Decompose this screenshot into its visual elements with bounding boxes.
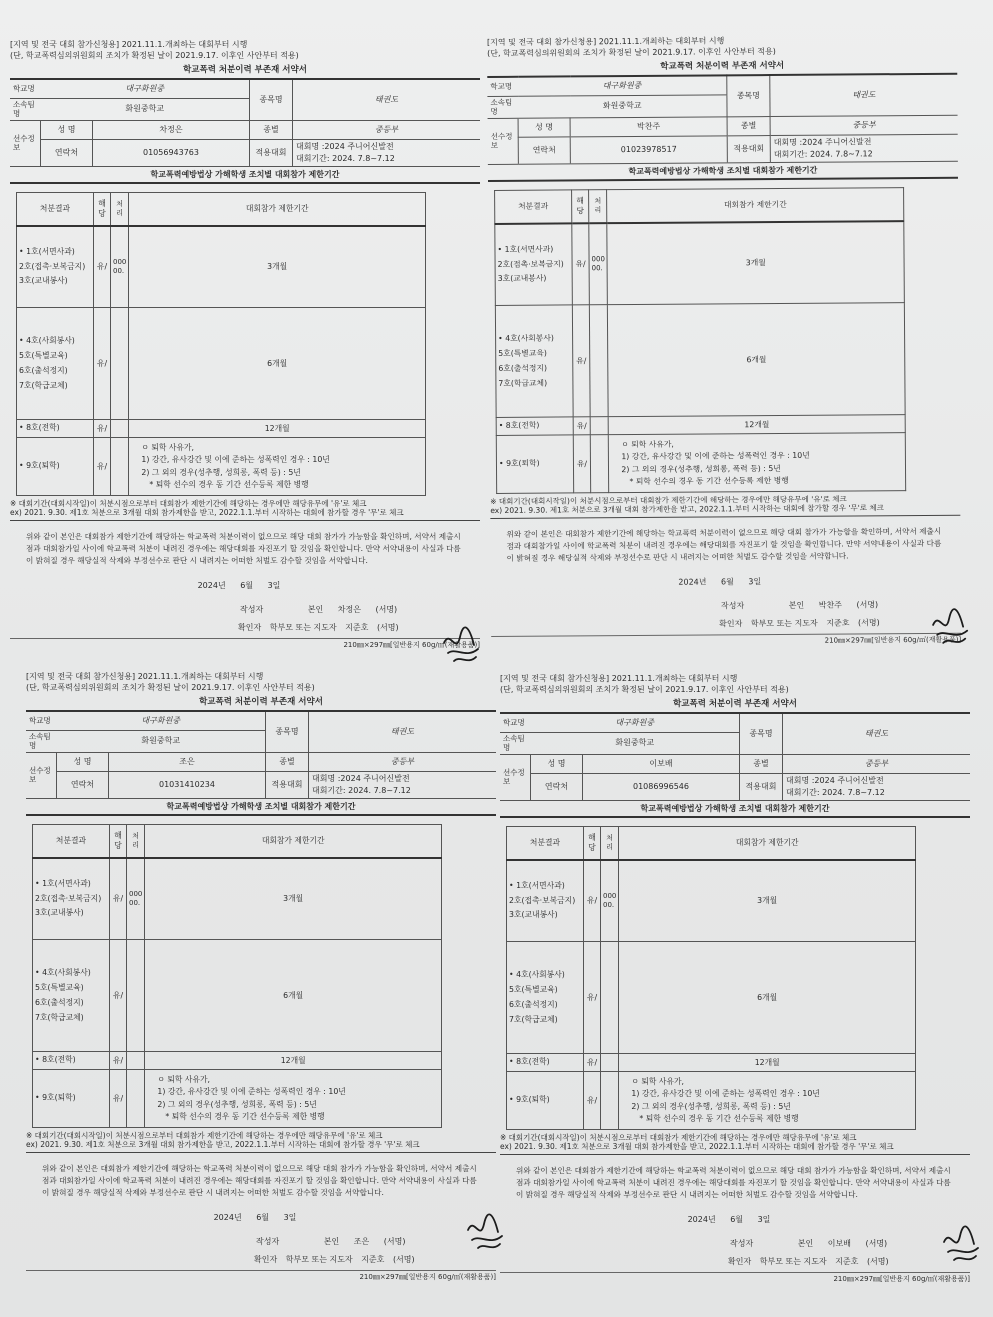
note-example: ex) 2021. 9.30. 제1호 처분으로 3개월 대회 참가제한을 받고, 2022.1.1.부터 시작하는 대회에 참가할 경우 '무'로 체크	[490, 503, 960, 519]
team-label: 소속팀명	[500, 733, 531, 755]
header-line1: [지역 및 전국 대회 참가신청용] 2021.11.1.개최하는 대회부터 시행	[26, 672, 264, 681]
yes-check-1: 유/	[584, 860, 601, 942]
name-label: 성 명	[518, 118, 570, 137]
level-group-1: • 1호(서면사과) 2호(접촉·보복금지) 3호(교내봉사)	[507, 860, 584, 942]
restriction-title: 학교폭력예방법상 가해학생 조치별 대회참가 제한기간	[500, 801, 970, 818]
event-period: 대회기간: 2024. 7.8~7.12	[786, 787, 885, 797]
level-8: • 8호(전학)	[17, 420, 94, 438]
col-check: 처리	[111, 192, 129, 226]
restriction-table	[32, 824, 442, 1128]
school-value: 대구화원중	[57, 711, 266, 731]
restriction-title: 학교폭력예방법상 가해학생 조치별 대회참가 제한기간	[10, 167, 480, 184]
header-line2: (단, 학교폭력심의위원회의 조치가 확정된 날이 2021.9.17. 이후인 사안부터 적용)	[500, 685, 789, 694]
event-name: 대회명 :2024 주니어신발전	[312, 773, 410, 783]
applicable-label: 적용대회	[250, 139, 293, 166]
event-value: 태권도	[770, 74, 958, 117]
player-info-label: 선수정보	[26, 752, 57, 798]
contact-value: 01031410234	[109, 771, 266, 798]
school-label: 학교명	[487, 77, 518, 97]
col-check: 처리	[127, 824, 145, 858]
category-label: 종별	[266, 752, 309, 771]
period-12m: 12개월	[145, 1052, 442, 1070]
pledge-date: 2024년 6월 3일	[197, 581, 281, 591]
author-line	[256, 1237, 496, 1247]
applicable-label: 적용대회	[740, 773, 783, 800]
author-label: 작성자	[240, 605, 264, 615]
pledge-form-2	[487, 35, 961, 658]
period-3m: 3개월	[129, 226, 426, 308]
name-value: 박찬주	[570, 117, 727, 137]
level-group-2: • 4호(사회봉사) 5호(특별교육) 6호(출석정지) 7호(학급교체)	[495, 305, 573, 418]
period-6m: 6개월	[145, 940, 442, 1052]
level-9: • 9호(퇴학)	[507, 1072, 584, 1130]
col-check: 처리	[589, 189, 608, 223]
sign-mark: (서명)	[866, 1257, 889, 1267]
category-label: 종별	[250, 120, 293, 139]
player-info-table	[487, 73, 958, 165]
note-example: ex) 2021. 9.30. 제1호 처분으로 3개월 대회 참가제한을 받고, 2022.1.1.부터 시작하는 대회에 참가할 경우 '무'로 체크	[500, 1142, 970, 1154]
sign-mark: (서명)	[375, 605, 398, 615]
contact-label: 연락처	[531, 773, 583, 800]
yes-check-2: 유/	[572, 305, 590, 417]
contact-value: 01056943763	[93, 139, 250, 166]
restriction-title: 학교폭력예방법상 가해학생 조치별 대회참가 제한기간	[488, 161, 958, 181]
event-label: 종목명	[250, 79, 293, 120]
event-name: 대회명 :2024 주니어신발전	[296, 141, 394, 151]
yes-check-3: 유/	[110, 1052, 127, 1070]
school-value: 대구화원중	[41, 79, 250, 99]
note-example: ex) 2021. 9.30. 제1호 처분으로 3개월 대회 참가제한을 받고, 2022.1.1.부터 시작하는 대회에 참가할 경우 '무'로 체크	[26, 1140, 496, 1152]
event-label: 종목명	[266, 711, 309, 752]
yes-check-4: 유/	[573, 435, 590, 493]
note-asterisk: ※ 대회기간(대회시작일)이 처분시점으로부터 대회참가 제한기간에 해당하는 경우에만 해당유무에 '유'로 체크	[500, 1133, 857, 1143]
school-value: 대구화원중	[518, 75, 727, 96]
paper-spec: 210㎜×297㎜[일반용지 60g/㎡(재활용품)]	[500, 1272, 970, 1284]
yes-check-4: 유/	[94, 438, 111, 496]
team-value: 화원중학교	[518, 95, 727, 118]
category-value: 중등부	[770, 115, 958, 135]
event-name: 대회명 :2024 주니어신발전	[773, 137, 872, 147]
yes-check-3: 유/	[573, 417, 590, 435]
level-8: • 8호(전학)	[496, 417, 573, 435]
confirmer-role: 학부모 또는 지도자	[269, 623, 337, 633]
self-label: 본인	[307, 605, 324, 615]
player-info-table	[26, 710, 496, 799]
form-header	[487, 35, 957, 74]
level-9: • 9호(퇴학)	[33, 1070, 110, 1128]
pledge-text: 위와 같이 본인은 대회참가 제한기간에 해당하는 학교폭력 처분이력이 없으므로 해당 대회 참가가 가능함을 확인하며, 서약서 제출시점과 대회참가일 사이에 학교폭력 처분이 내려진 경우에는 해당대회를 자진포기 할 것임을 확인합니다. 만약 서약내용이 사실과 다름이 밝혀질 경우 해당실적 삭제와 부정선수로 판단 시 내려지는 어떠한 처벌도 감수할 것임을 서약합니다.	[506, 526, 942, 563]
event-period: 대회기간: 2024. 7.8~7.12	[296, 153, 395, 163]
form-header	[10, 40, 480, 76]
header-line2: (단, 학교폭력심의위원회의 조치가 확정된 날이 2021.9.17. 이후인 사안부터 적용)	[487, 46, 776, 58]
period-3m: 3개월	[145, 858, 442, 940]
pledge-text: 위와 같이 본인은 대회참가 제한기간에 해당하는 학교폭력 처분이력이 없으므로 해당 대회 참가가 가능함을 확인하며, 서약서 제출시점과 대회참가일 사이에 학교폭력 처분이 내려진 경우에는 해당대회를 자진포기 할 것임을 확인합니다. 만약 서약내용이 사실과 다름이 밝혀질 경우 해당실적 삭제와 부정선수로 판단 시 내려지는 어떠한 처벌도 감수할 것임을 서약합니다.	[516, 1165, 951, 1200]
name-label: 성 명	[531, 754, 583, 773]
process-mark-1: 000 00.	[589, 223, 608, 305]
contact-label: 연락처	[57, 771, 109, 798]
process-mark-1: 000 00.	[601, 860, 619, 942]
event-name: 대회명 :2024 주니어신발전	[786, 775, 884, 785]
pledge-date: 2024년 6월 3일	[678, 577, 762, 587]
level-9: • 9호(퇴학)	[496, 435, 573, 494]
col-period: 대회참가 제한기간	[619, 826, 916, 860]
header-line1: [지역 및 전국 대회 참가신청용] 2021.11.1.개최하는 대회부터 시행	[10, 40, 248, 49]
col-yes: 해당	[94, 192, 111, 226]
yes-check-4: 유/	[110, 1070, 127, 1128]
level-8: • 8호(전학)	[507, 1054, 584, 1072]
paper-spec: 210㎜×297㎜[일반용지 60g/㎡(재활용품)]	[491, 633, 961, 648]
yes-check-4: 유/	[584, 1072, 601, 1130]
col-check: 처리	[601, 826, 619, 860]
period-3m: 3개월	[607, 221, 904, 305]
level-9: • 9호(퇴학)	[17, 438, 94, 496]
author-label: 작성자	[256, 1237, 280, 1247]
note-asterisk: ※ 대회기간(대회시작일)이 처분시점으로부터 대회참가 제한기간에 해당하는 경우에만 해당유무에 '유'로 체크	[490, 494, 847, 507]
pledge-form-1	[10, 40, 480, 660]
form-title: 학교폭력 처분이력 부존재 서약서	[199, 697, 323, 707]
sign-mark: (서명)	[858, 618, 880, 628]
event-label: 종목명	[740, 713, 783, 754]
school-label: 학교명	[10, 79, 41, 99]
restriction-table	[16, 192, 426, 496]
event-value: 태권도	[293, 79, 481, 120]
pledge-text: 위와 같이 본인은 대회참가 제한기간에 해당하는 학교폭력 처분이력이 없으므로 해당 대회 참가가 가능함을 확인하며, 서약서 제출시점과 대회참가일 사이에 학교폭력 처분이 내려진 경우에는 해당대회를 자진포기 할 것임을 확인합니다. 만약 서약내용이 사실과 다름이 밝혀질 경우 해당실적 삭제와 부정선수로 판단 시 내려지는 어떠한 처벌도 감수할 것임을 서약합니다.	[42, 1163, 477, 1198]
team-label: 소속팀명	[10, 99, 41, 121]
self-label: 본인	[797, 1239, 814, 1249]
name-value: 차정은	[93, 120, 250, 139]
col-period: 대회참가 제한기간	[145, 824, 442, 858]
school-label: 학교명	[500, 713, 531, 733]
period-6m: 6개월	[608, 303, 905, 417]
player-info-table	[10, 78, 480, 167]
contact-value: 01086996546	[583, 773, 740, 800]
category-value: 중등부	[309, 752, 497, 771]
col-result: 처분결과	[507, 826, 584, 860]
period-12m: 12개월	[129, 420, 426, 438]
col-result: 처분결과	[495, 190, 572, 224]
author-name: 박찬주	[818, 600, 842, 610]
level-group-1: • 1호(서면사과) 2호(접촉·보복금지) 3호(교내봉사)	[17, 226, 94, 308]
form-title: 학교폭력 처분이력 부존재 서약서	[660, 60, 785, 72]
author-name: 차정은	[337, 605, 361, 615]
confirmer-name: 지준호	[345, 623, 369, 633]
player-info-label: 선수정보	[10, 120, 41, 166]
confirmer-label: 확인자	[728, 1257, 752, 1267]
player-info-table	[500, 712, 970, 801]
team-label: 소속팀명	[487, 96, 518, 118]
process-mark-1: 000 00.	[127, 858, 145, 940]
sign-mark: (서명)	[376, 623, 399, 633]
contact-value: 01023978517	[570, 136, 727, 164]
form-header	[26, 672, 496, 708]
school-value: 대구화원중	[531, 713, 740, 733]
handwritten-signature	[929, 607, 969, 653]
confirmer-label: 확인자	[719, 619, 743, 629]
pledge-form-4	[500, 674, 970, 1294]
sign-mark: (서명)	[856, 600, 879, 610]
expulsion-terms: ㅇ 퇴학 사유가, 1) 강간, 유사강간 및 이에 준하는 성폭력인 경우 : 10년 2) 그 외의 경우(성추행, 성희롱, 폭력 등) : 5년 * 퇴학 선수의 경우 동 기간 선수등록 제한 병행	[609, 433, 906, 493]
author-name: 이보배	[827, 1239, 851, 1249]
self-label: 본인	[788, 601, 805, 611]
yes-check-3: 유/	[94, 420, 111, 438]
form-header	[500, 674, 970, 710]
team-label: 소속팀명	[26, 731, 57, 753]
self-label: 본인	[323, 1237, 340, 1247]
author-line	[730, 1239, 970, 1249]
yes-check-3: 유/	[584, 1054, 601, 1072]
note-asterisk: ※ 대회기간(대회시작일)이 처분시점으로부터 대회참가 제한기간에 해당하는 경우에만 해당유무에 '유'로 체크	[26, 1131, 383, 1141]
event-period: 대회기간: 2024. 7.8~7.12	[773, 149, 873, 159]
col-period: 대회참가 제한기간	[607, 187, 904, 223]
note-asterisk: ※ 대회기간(대회시작일)이 처분시점으로부터 대회참가 제한기간에 해당하는 경우에만 해당유무에 '유'로 체크	[10, 499, 367, 509]
author-name: 조은	[353, 1237, 370, 1247]
confirmer-name: 지준호	[361, 1255, 385, 1265]
col-yes: 해당	[584, 826, 601, 860]
handwritten-signature	[440, 625, 488, 669]
applicable-label: 적용대회	[266, 771, 309, 798]
restriction-title: 학교폭력예방법상 가해학생 조치별 대회참가 제한기간	[26, 799, 496, 816]
col-result: 처분결과	[17, 192, 94, 226]
header-line1: [지역 및 전국 대회 참가신청용] 2021.11.1.개최하는 대회부터 시행	[487, 36, 725, 47]
note-example: ex) 2021. 9.30. 제1호 처분으로 3개월 대회 참가제한을 받고, 2022.1.1.부터 시작하는 대회에 참가할 경우 '무'로 체크	[10, 508, 480, 520]
sign-mark: (서명)	[865, 1239, 888, 1249]
contact-label: 연락처	[41, 139, 93, 166]
applicable-label: 적용대회	[727, 135, 770, 162]
confirmer-name: 지준호	[826, 618, 850, 628]
col-period: 대회참가 제한기간	[129, 192, 426, 226]
confirmer-role: 학부모 또는 지도자	[759, 1257, 827, 1267]
level-group-2: • 4호(사회봉사) 5호(특별교육) 6호(출석정지) 7호(학급교체)	[17, 308, 94, 420]
team-value: 화원중학교	[41, 99, 250, 121]
event-value: 태권도	[309, 711, 497, 752]
header-line1: [지역 및 전국 대회 참가신청용] 2021.11.1.개최하는 대회부터 시행	[500, 674, 738, 683]
level-group-1: • 1호(서면사과) 2호(접촉·보복금지) 3호(교내봉사)	[33, 858, 110, 940]
team-value: 화원중학교	[531, 733, 740, 755]
paper-spec: 210㎜×297㎜[일반용지 60g/㎡(재활용품)]	[10, 638, 480, 650]
period-6m: 6개월	[619, 942, 916, 1054]
name-value: 이보배	[583, 754, 740, 773]
pledge-form-3	[26, 672, 496, 1292]
header-line2: (단, 학교폭력심의위원회의 조치가 확정된 날이 2021.9.17. 이후인 사안부터 적용)	[26, 683, 315, 692]
confirmer-label: 확인자	[238, 623, 262, 633]
confirmer-role: 학부모 또는 지도자	[750, 618, 818, 629]
yes-check-1: 유/	[572, 223, 590, 305]
form-title: 학교폭력 처분이력 부존재 서약서	[183, 65, 307, 75]
yes-check-2: 유/	[94, 308, 111, 420]
school-label: 학교명	[26, 711, 57, 731]
process-mark-1: 000 00.	[111, 226, 129, 308]
confirmer-name: 지준호	[835, 1257, 859, 1267]
form-title: 학교폭력 처분이력 부존재 서약서	[673, 699, 797, 709]
header-line2: (단, 학교폭력심의위원회의 조치가 확정된 날이 2021.9.17. 이후인 사안부터 적용)	[10, 51, 299, 60]
category-label: 종별	[740, 754, 783, 773]
event-label: 종목명	[727, 75, 770, 117]
yes-check-2: 유/	[584, 942, 601, 1054]
event-period: 대회기간: 2024. 7.8~7.12	[312, 785, 411, 795]
category-label: 종별	[727, 116, 770, 135]
level-group-2: • 4호(사회봉사) 5호(특별교육) 6호(출석정지) 7호(학급교체)	[507, 942, 584, 1054]
confirmer-line	[254, 1255, 496, 1265]
confirmer-line	[728, 1257, 970, 1267]
period-12m: 12개월	[619, 1054, 916, 1072]
name-label: 성 명	[57, 752, 109, 771]
pledge-text: 위와 같이 본인은 대회참가 제한기간에 해당하는 학교폭력 처분이력이 없으므로 해당 대회 참가가 가능함을 확인하며, 서약서 제출시점과 대회참가일 사이에 학교폭력 처분이 내려진 경우에는 해당대회를 자진포기 할 것임을 확인합니다. 만약 서약내용이 사실과 다름이 밝혀질 경우 해당실적 삭제와 부정선수로 판단 시 내려지는 어떠한 처벌도 감수할 것임을 서약합니다.	[26, 531, 461, 566]
category-value: 중등부	[783, 754, 971, 773]
author-line	[240, 605, 480, 615]
author-label: 작성자	[720, 601, 745, 611]
sign-mark: (서명)	[392, 1255, 415, 1265]
confirmer-role: 학부모 또는 지도자	[285, 1255, 353, 1265]
confirmer-label: 확인자	[254, 1255, 278, 1265]
yes-check-1: 유/	[110, 858, 127, 940]
col-yes: 해당	[110, 824, 127, 858]
pledge-date: 2024년 6월 3일	[687, 1215, 771, 1225]
col-yes: 해당	[572, 190, 589, 224]
expulsion-terms: ㅇ 퇴학 사유가, 1) 강간, 유사강간 및 이에 준하는 성폭력인 경우 : 10년 2) 그 외의 경우(성추행, 성희롱, 폭력 등) : 5년 * 퇴학 선수의 경우 동 기간 선수등록 제한 병행	[145, 1070, 442, 1128]
restriction-table	[494, 187, 906, 494]
period-3m: 3개월	[619, 860, 916, 942]
author-line	[721, 600, 961, 612]
player-info-label: 선수정보	[500, 754, 531, 800]
name-label: 성 명	[41, 120, 93, 139]
name-value: 조은	[109, 752, 266, 771]
paper-spec: 210㎜×297㎜[일반용지 60g/㎡(재활용품)]	[26, 1270, 496, 1282]
author-label: 작성자	[730, 1239, 754, 1249]
period-12m: 12개월	[609, 415, 906, 435]
event-value: 태권도	[783, 713, 971, 754]
level-group-2: • 4호(사회봉사) 5호(특별교육) 6호(출석정지) 7호(학급교체)	[33, 940, 110, 1052]
sign-mark: (서명)	[383, 1237, 406, 1247]
category-value: 중등부	[293, 120, 481, 139]
period-6m: 6개월	[129, 308, 426, 420]
restriction-table	[506, 826, 916, 1130]
expulsion-terms: ㅇ 퇴학 사유가, 1) 강간, 유사강간 및 이에 준하는 성폭력인 경우 : 10년 2) 그 외의 경우(성추행, 성희롱, 폭력 등) : 5년 * 퇴학 선수의 경우 동 기간 선수등록 제한 병행	[129, 438, 426, 496]
confirmer-line	[719, 618, 961, 630]
yes-check-2: 유/	[110, 940, 127, 1052]
pledge-date: 2024년 6월 3일	[213, 1213, 297, 1223]
contact-label: 연락처	[518, 137, 570, 164]
expulsion-terms: ㅇ 퇴학 사유가, 1) 강간, 유사강간 및 이에 준하는 성폭력인 경우 : 10년 2) 그 외의 경우(성추행, 성희롱, 폭력 등) : 5년 * 퇴학 선수의 경우 동 기간 선수등록 제한 병행	[619, 1072, 916, 1130]
handwritten-signature	[940, 1224, 980, 1264]
level-group-1: • 1호(서면사과) 2호(접촉·보복금지) 3호(교내봉사)	[495, 223, 573, 306]
team-value: 화원중학교	[57, 731, 266, 753]
player-info-label: 선수정보	[488, 118, 519, 164]
level-8: • 8호(전학)	[33, 1052, 110, 1070]
yes-check-1: 유/	[94, 226, 111, 308]
col-result: 처분결과	[33, 824, 110, 858]
